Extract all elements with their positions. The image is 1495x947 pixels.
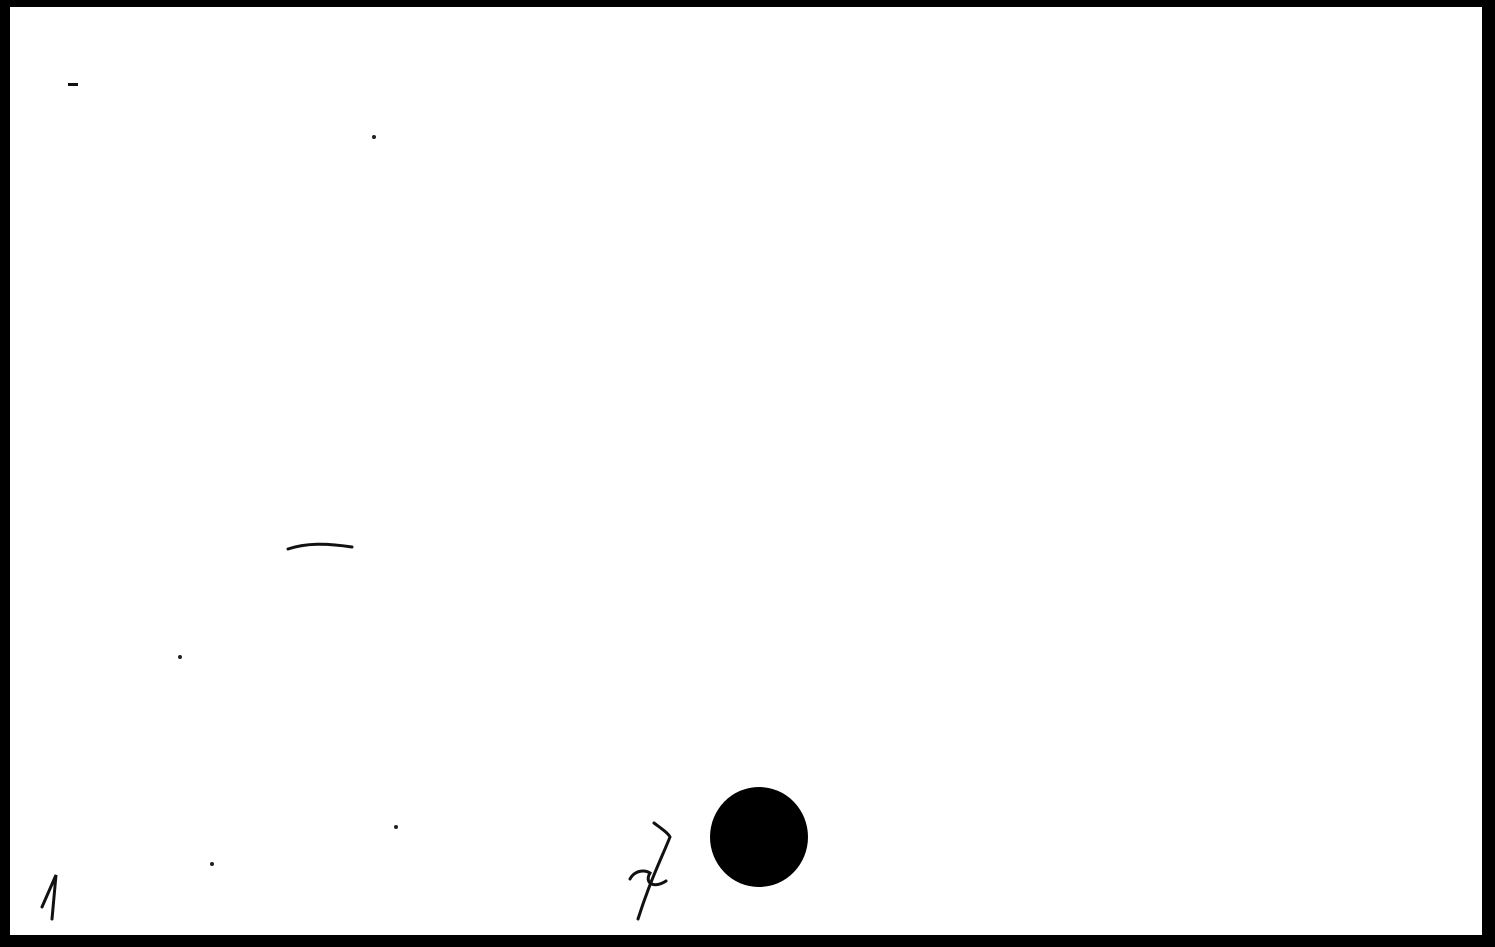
handwritten-mark: [610, 819, 700, 929]
speck: [210, 862, 214, 866]
catalog-card: [6, 4, 1488, 940]
ink-blot: [710, 787, 808, 887]
speck: [372, 135, 376, 139]
speck: [178, 655, 182, 659]
speck: [394, 825, 398, 829]
call-number-letter: [68, 83, 78, 86]
call-number: [68, 39, 92, 99]
underline-stroke: [286, 539, 356, 555]
handwritten-numeral-mark: [32, 867, 72, 923]
